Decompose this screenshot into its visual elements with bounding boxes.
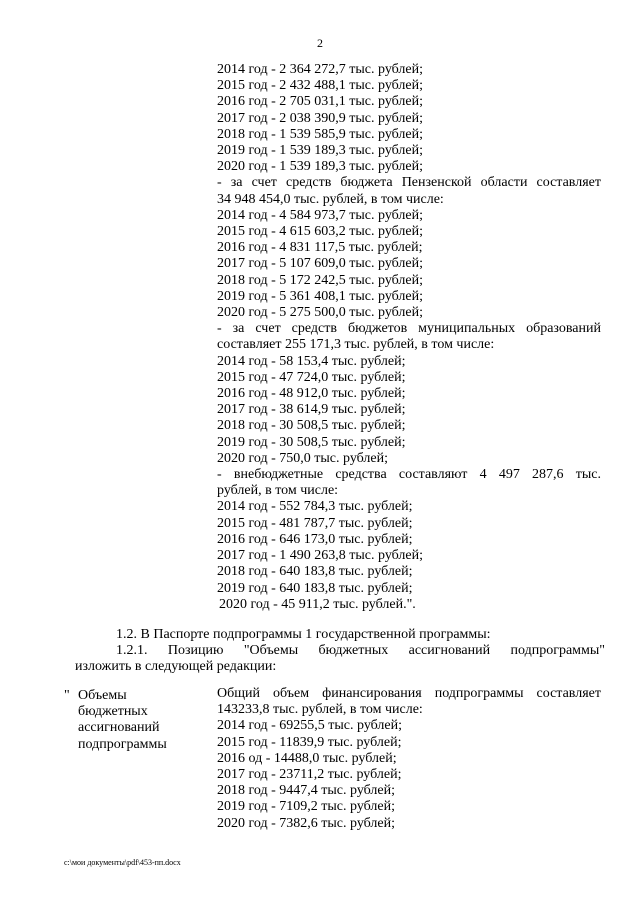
list-item: 2018 год - 640 183,8 тыс. рублей;: [217, 564, 413, 580]
penza-budget-intro: - за счет средств бюджета Пензенской области составляет: [217, 175, 601, 191]
list-item: 2016 год - 2 705 031,1 тыс. рублей;: [217, 94, 424, 110]
list-item: 2015 год - 11839,9 тыс. рублей;: [217, 734, 402, 750]
label-line: Объемы: [78, 688, 127, 703]
paragraph-1-2-1-continued: изложить в следующей редакции:: [75, 659, 277, 675]
list-item: 2016 год - 4 831 117,5 тыс. рублей;: [217, 240, 423, 256]
list-item: 2019 год - 7109,2 тыс. рублей;: [217, 799, 396, 815]
municipal-budget-total: составляет 255 171,3 тыс. рублей, в том числе:: [217, 337, 495, 353]
label-line: ассигнований: [78, 720, 160, 736]
label-line: подпрограммы: [78, 736, 167, 752]
paragraph-1-2: 1.2. В Паспорте подпрограммы 1 государственной программы:: [116, 627, 491, 642]
list-item: 2018 год - 30 508,5 тыс. рублей;: [217, 418, 406, 434]
list-item: 2017 год - 5 107 609,0 тыс. рублей;: [217, 256, 424, 272]
offbudget-intro: - внебюджетные средства составляют 4 497 287,6 тыс.: [217, 467, 601, 483]
paragraph-1-2-1: 1.2.1. Позицию "Объемы бюджетных ассигнований подпрограммы": [116, 643, 605, 659]
list-item: 2015 год - 2 432 488,1 тыс. рублей;: [217, 78, 424, 94]
list-item: 2014 год - 2 364 272,7 тыс. рублей;: [217, 62, 424, 77]
municipal-budget-intro: - за счет средств бюджетов муниципальных образований: [217, 321, 601, 337]
list-item: 2015 год - 481 787,7 тыс. рублей;: [217, 515, 413, 531]
list-item: 2019 год - 30 508,5 тыс. рублей;: [217, 434, 406, 450]
list-item: 2014 год - 552 784,3 тыс. рублей;: [217, 499, 413, 515]
list-item: 2018 год - 9447,4 тыс. рублей;: [217, 783, 396, 799]
list-item: 2017 год - 23711,2 тыс. рублей;: [217, 767, 402, 783]
list-item: 2015 год - 47 724,0 тыс. рублей;: [217, 369, 406, 385]
list-item: 2015 год - 4 615 603,2 тыс. рублей;: [217, 224, 424, 240]
list-item: 2020 год - 1 539 189,3 тыс. рублей;: [217, 159, 424, 175]
list-item: 2018 год - 1 539 585,9 тыс. рублей;: [217, 126, 424, 142]
passport-position-value: [217, 686, 601, 832]
list-item: 2019 год - 1 539 189,3 тыс. рублей;: [217, 143, 424, 159]
list-item: 2016 год - 646 173,0 тыс. рублей;: [217, 531, 413, 547]
list-item: 2014 год - 4 584 973,7 тыс. рублей;: [217, 207, 424, 223]
list-item: 2014 год - 69255,5 тыс. рублей;: [217, 718, 403, 734]
list-item: 2017 год - 38 614,9 тыс. рублей;: [217, 402, 406, 418]
list-item: 2020 год - 45 911,2 тыс. рублей.".: [219, 596, 416, 612]
list-item: 2019 год - 640 183,8 тыс. рублей;: [217, 580, 413, 596]
list-item: 2020 год - 7382,6 тыс. рублей;: [217, 815, 396, 831]
list-item: 2017 год - 2 038 390,9 тыс. рублей;: [217, 110, 424, 126]
list-item: 2020 год - 5 275 500,0 тыс. рублей;: [217, 305, 424, 321]
footer-file-path: c:\мои документы\pdf\453-пп.docx: [64, 858, 181, 867]
total-financing: Общий объем финансирования подпрограммы составляет: [217, 686, 601, 701]
page-number: 2: [317, 36, 323, 50]
amendment-section: [75, 627, 605, 676]
list-item: 2019 год - 5 361 408,1 тыс. рублей;: [217, 288, 424, 304]
list-item: 2016 од - 14488,0 тыс. рублей;: [217, 750, 397, 766]
list-item: 2016 год - 48 912,0 тыс. рублей;: [217, 386, 406, 402]
label-line: бюджетных: [78, 704, 148, 720]
opening-quote: ": [64, 688, 70, 703]
list-item: 2014 год - 58 153,4 тыс. рублей;: [217, 353, 406, 369]
passport-position-label: [64, 688, 194, 753]
funding-sources-block: [217, 62, 601, 613]
list-item: 2018 год - 5 172 242,5 тыс. рублей;: [217, 272, 424, 288]
list-item: 2020 год - 750,0 тыс. рублей;: [217, 450, 389, 466]
total-financing-amount: 143233,8 тыс. рублей, в том числе:: [217, 702, 423, 718]
list-item: 2017 год - 1 490 263,8 тыс. рублей;: [217, 548, 424, 564]
penza-budget-total: 34 948 454,0 тыс. рублей, в том числе:: [217, 191, 444, 207]
offbudget-total: рублей, в том числе:: [217, 483, 339, 499]
